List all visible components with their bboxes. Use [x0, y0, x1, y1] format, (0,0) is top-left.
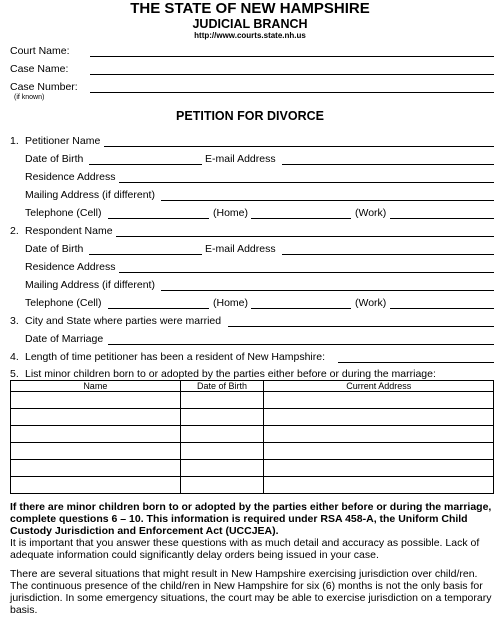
child-dob-cell[interactable] [180, 409, 264, 426]
petitioner-mailing-label: Mailing Address (if different) [25, 189, 155, 201]
q2-number: 2. [10, 225, 19, 237]
petitioner-work-label: (Work) [355, 207, 387, 219]
uccjea-notice: If there are minor children born to or adopted by the parties either before or during the marriage, complete questions 6 – 10. This information is required under RSA 458-A, the Uniform Child Custody Jurisdiction and Enforcement Act (UCCJEA). [10, 501, 492, 537]
court-website-link[interactable]: http://www.courts.state.nh.us [194, 31, 306, 40]
respondent-work-field[interactable] [390, 308, 494, 309]
petitioner-home-label: (Home) [213, 207, 249, 219]
residency-length-field[interactable] [338, 362, 494, 363]
child-address-cell[interactable] [264, 443, 494, 460]
column-header-dob: Date of Birth [180, 381, 264, 392]
case-number-label: Case Number: [10, 81, 78, 93]
column-header-name: Name [11, 381, 181, 392]
table-row [11, 477, 494, 494]
child-address-cell[interactable] [264, 426, 494, 443]
marriage-place-label: City and State where parties were married [25, 315, 222, 327]
case-number-field[interactable] [90, 92, 494, 93]
table-row [11, 409, 494, 426]
child-dob-cell[interactable] [180, 477, 264, 494]
child-name-cell[interactable] [11, 460, 181, 477]
respondent-dob-field[interactable] [89, 254, 202, 255]
petitioner-dob-label: Date of Birth [25, 153, 84, 165]
court-name-field[interactable] [90, 56, 494, 57]
residency-length-label: Length of time petitioner has been a resident of New Hampshire: [25, 351, 326, 363]
q1-number: 1. [10, 135, 19, 147]
child-name-cell[interactable] [11, 392, 181, 409]
q4-number: 4. [10, 351, 19, 363]
child-name-cell[interactable] [11, 477, 181, 494]
child-address-cell[interactable] [264, 409, 494, 426]
child-address-cell[interactable] [264, 392, 494, 409]
respondent-name-field[interactable] [116, 236, 494, 237]
child-name-cell[interactable] [11, 409, 181, 426]
children-table [10, 380, 494, 494]
respondent-email-field[interactable] [282, 254, 494, 255]
petitioner-name-label: Petitioner Name [25, 135, 101, 147]
petitioner-cell-label: Telephone (Cell) [25, 207, 102, 219]
respondent-residence-label: Residence Address [25, 261, 116, 273]
form-title: PETITION FOR DIVORCE [176, 109, 324, 123]
petitioner-cell-field[interactable] [108, 218, 209, 219]
q5-number: 5. [10, 368, 19, 380]
respondent-email-label: E-mail Address [205, 243, 276, 255]
marriage-date-field[interactable] [108, 344, 494, 345]
child-dob-cell[interactable] [180, 426, 264, 443]
marriage-date-label: Date of Marriage [25, 333, 104, 345]
respondent-home-field[interactable] [251, 308, 351, 309]
respondent-home-label: (Home) [213, 297, 249, 309]
petitioner-home-field[interactable] [251, 218, 351, 219]
marriage-place-field[interactable] [228, 326, 494, 327]
case-name-field[interactable] [90, 74, 494, 75]
petitioner-dob-field[interactable] [89, 164, 202, 165]
petitioner-residence-field[interactable] [119, 182, 494, 183]
accuracy-notice: It is important that you answer these questions with as much detail and accuracy as possible. Lack of adequate information could significantly delay orders being issued in your case. [10, 537, 480, 561]
respondent-cell-label: Telephone (Cell) [25, 297, 102, 309]
table-row [11, 426, 494, 443]
if-known-note: (if known) [14, 94, 45, 101]
child-name-cell[interactable] [11, 426, 181, 443]
q3-number: 3. [10, 315, 19, 327]
child-dob-cell[interactable] [180, 443, 264, 460]
jurisdiction-notice: There are several situations that might result in New Hampshire exercising jurisdiction over child/ren. The continuous presence of the child/ren in New Hampshire for six (6) months is not the only basis for jurisdiction. In some emergency situations, the court may be able to exercise jurisdiction on a temporary basis. [10, 568, 492, 616]
child-address-cell[interactable] [264, 477, 494, 494]
respondent-mailing-label: Mailing Address (if different) [25, 279, 155, 291]
child-address-cell[interactable] [264, 460, 494, 477]
child-name-cell[interactable] [11, 443, 181, 460]
petitioner-name-field[interactable] [104, 146, 494, 147]
petitioner-email-field[interactable] [282, 164, 494, 165]
respondent-cell-field[interactable] [108, 308, 209, 309]
table-row [11, 392, 494, 409]
case-name-label: Case Name: [10, 63, 69, 75]
judicial-branch-title: JUDICIAL BRANCH [192, 17, 308, 31]
children-list-label: List minor children born to or adopted by the parties either before or during the marriage: [25, 368, 436, 380]
state-title: THE STATE OF NEW HAMPSHIRE [130, 0, 370, 17]
children-table-header [11, 381, 494, 392]
petitioner-work-field[interactable] [390, 218, 494, 219]
respondent-name-label: Respondent Name [25, 225, 113, 237]
respondent-mailing-field[interactable] [161, 290, 494, 291]
table-row [11, 443, 494, 460]
petitioner-email-label: E-mail Address [205, 153, 276, 165]
child-dob-cell[interactable] [180, 392, 264, 409]
child-dob-cell[interactable] [180, 460, 264, 477]
respondent-work-label: (Work) [355, 297, 387, 309]
petitioner-residence-label: Residence Address [25, 171, 116, 183]
table-row [11, 460, 494, 477]
respondent-dob-label: Date of Birth [25, 243, 84, 255]
respondent-residence-field[interactable] [119, 272, 494, 273]
petitioner-mailing-field[interactable] [161, 200, 494, 201]
column-header-address: Current Address [264, 381, 494, 392]
court-name-label: Court Name: [10, 45, 70, 57]
